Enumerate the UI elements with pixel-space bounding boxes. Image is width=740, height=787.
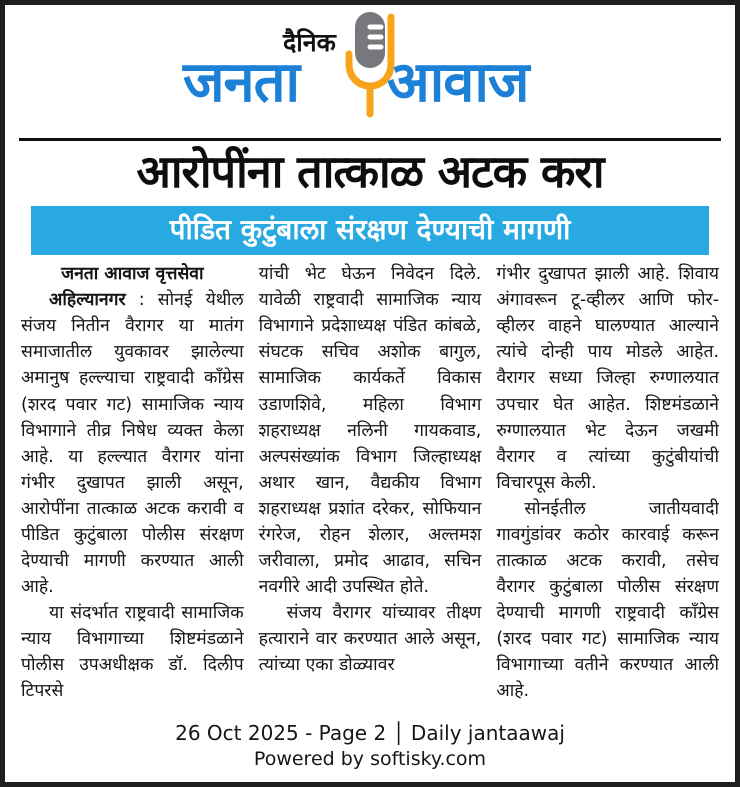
masthead-title-word1: जनता bbox=[183, 50, 300, 115]
headline-divider bbox=[19, 138, 721, 141]
headline: आरोपींना तात्काळ अटक करा bbox=[136, 145, 604, 198]
masthead bbox=[5, 5, 735, 138]
article-column-3 bbox=[496, 261, 719, 707]
footer bbox=[5, 720, 735, 774]
dateline: अहिल्यानगर bbox=[49, 290, 126, 311]
subheadline-bar: पीडित कुटुंबाला संरक्षण देण्याची मागणी bbox=[31, 206, 709, 256]
paragraph: गंभीर दुखापत झाली आहे. शिवाय अंगावरून टू-व्हीलर आणि फोर-व्हीलर वाहने घालण्यात आल्याने त्यांचे दोन्ही पाय मोडले आहेत. वैरागर सध्या जिल्हा रुग्णालयात उपचार घेत आहेत. शिष्टमंडळाने रुग्णालयात भेट देऊन जखमी वैरागर व त्यांच्या कुटुंबीयांची विचारपूस केली. bbox=[496, 264, 719, 493]
paragraph: संजय वैरागर यांच्यावर तीक्ष्ण हत्याराने वार करण्यात आले असून, त्यांच्या एका डोळ्यावर bbox=[258, 603, 482, 676]
article-body bbox=[21, 261, 719, 707]
masthead-tagline: दैनिक bbox=[283, 28, 336, 57]
byline: जनता आवाज वृत्तसेवा bbox=[61, 264, 204, 285]
paragraph: सोनईतील जातीयवादी गावगुंडांवर कठोर कारवाई करून तात्काळ अटक करावी, तसेच वैरागर कुटुंबाला पोलीस संरक्षण देण्याची मागणी राष्ट्रवादी काँग्रेस (शरद पवार गट) सामाजिक न्याय विभागाच्या वतीने करण्यात आली आहे. bbox=[496, 498, 719, 702]
masthead-title-word2: आवाज bbox=[387, 50, 529, 115]
paragraph bbox=[21, 287, 244, 600]
paragraph-text: : सोनई येथील संजय नितीन वैरागर या मातंग समाजातील युवकावर झालेल्या अमानुष हल्ल्याचा राष्ट्रवादी काँग्रेस (शरद पवार गट) सामाजिक न्याय विभागाने तीव्र निषेध व्यक्त केला आहे. या हल्ल्यात वैरागर यांना गंभीर दुखापत झाली असून, आरोपींना तात्काळ अटक करावी व पीडित कुटुंबाला पोलीस संरक्षण देण्याची मागणी करण्यात आली आहे. bbox=[21, 290, 244, 597]
paragraph: यांची भेट घेऊन निवेदन दिले. यावेळी राष्ट्रवादी सामाजिक न्याय विभागाने प्रदेशाध्यक्ष पंडित कांबळे, संघटक सचिव अशोक बागुल, सामाजिक कार्यकर्ते विकास उडाणशिवे, महिला विभाग शहराध्यक्ष नलिनी गायकवाड, अल्पसंख्यांक विभाग जिल्हाध्यक्ष अथार खान, वैद्यकीय विभाग शहराध्यक्ष प्रशांत दरेकर, सोफियान रंगरेज, रोहन शेलार, अल्तमश जरीवाला, प्रमोद आढाव, सचिन नवगीरे आदी उपस्थित होते. bbox=[258, 264, 482, 597]
footer-powered-by: Powered by softisky.com bbox=[253, 748, 487, 771]
article-column-1 bbox=[21, 261, 244, 707]
paragraph: या संदर्भात राष्ट्रवादी सामाजिक न्याय विभागाच्या शिष्टमंडळाने पोलीस उपअधीक्षक डॉ. दिलीप टिपरसे bbox=[21, 603, 244, 702]
footer-date-page: 26 Oct 2025 - Page 2 │ Daily jantaawaj bbox=[175, 721, 565, 746]
article-column-2 bbox=[259, 261, 482, 707]
